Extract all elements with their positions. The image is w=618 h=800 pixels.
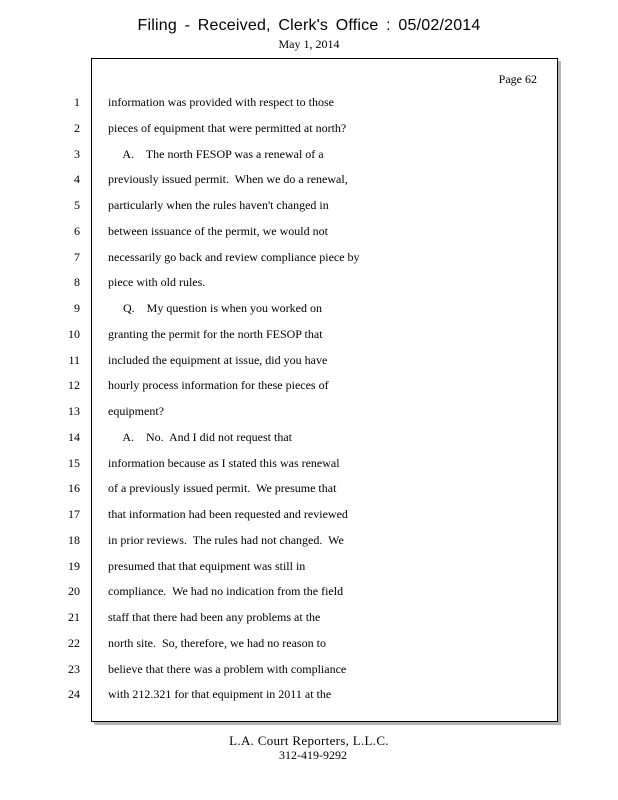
document-date: May 1, 2014 — [278, 37, 340, 51]
line-number: 15 — [68, 456, 80, 470]
transcript-line: included the equipment at issue, did you have — [108, 353, 328, 367]
transcript-line: hourly process information for these pieces of — [108, 378, 329, 392]
transcript-line: of a previously issued permit. We presume that — [108, 481, 337, 495]
transcript-line: that information had been requested and reviewed — [108, 507, 348, 521]
line-number: 23 — [68, 662, 80, 676]
line-number: 21 — [68, 610, 80, 624]
transcript-line: compliance. We had no indication from the field — [108, 584, 344, 598]
transcript-line: presumed that that equipment was still in — [108, 559, 306, 573]
transcript-line: north site. So, therefore, we had no reason to — [108, 636, 326, 650]
transcript-line: staff that there had been any problems at the — [108, 610, 321, 624]
transcript-line: in prior reviews. The rules had not changed. We — [108, 533, 344, 547]
court-reporter-name: L.A. Court Reporters, L.L.C. — [229, 733, 389, 748]
line-number: 24 — [68, 687, 80, 701]
transcript-line: Q. My question is when you worked on — [108, 301, 322, 315]
line-number: 3 — [74, 147, 80, 161]
line-number: 9 — [74, 301, 80, 315]
line-number: 8 — [74, 275, 80, 289]
transcript-line: A. No. And I did not request that — [108, 430, 292, 444]
line-number: 2 — [74, 121, 80, 135]
line-number: 1 — [74, 95, 80, 109]
line-number: 11 — [68, 353, 80, 367]
line-number: 5 — [74, 198, 80, 212]
transcript-line: necessarily go back and review compliance piece by — [108, 250, 360, 264]
line-number: 16 — [68, 481, 80, 495]
court-reporter-phone: 312-419-9292 — [279, 748, 347, 762]
transcript-line: particularly when the rules haven't changed in — [108, 198, 329, 212]
line-number: 10 — [68, 327, 80, 341]
transcript-line: granting the permit for the north FESOP that — [108, 327, 323, 341]
line-number: 12 — [68, 378, 80, 392]
line-number: 20 — [68, 584, 80, 598]
transcript-line: with 212.321 for that equipment in 2011 at the — [108, 687, 332, 701]
line-number: 14 — [68, 430, 80, 444]
transcript-line: between issuance of the permit, we would not — [108, 224, 328, 238]
transcript-line: pieces of equipment that were permitted at north? — [108, 121, 347, 135]
line-number: 13 — [68, 404, 80, 418]
transcript-line: A. The north FESOP was a renewal of a — [108, 147, 324, 161]
line-number: 6 — [74, 224, 80, 238]
transcript-line: previously issued permit. When we do a renewal, — [108, 172, 348, 186]
transcript-line: information because as I stated this was renewal — [108, 456, 340, 470]
transcript-line: believe that there was a problem with compliance — [108, 662, 347, 676]
line-number: 4 — [74, 172, 80, 186]
filing-stamp: Filing - Received, Clerk's Office : 05/02/2014 — [137, 17, 481, 34]
line-number: 7 — [74, 250, 80, 264]
line-number: 19 — [68, 559, 80, 573]
transcript-line: information was provided with respect to those — [108, 95, 334, 109]
transcript-line: equipment? — [108, 404, 164, 418]
page-number: Page 62 — [498, 72, 537, 86]
line-number: 18 — [68, 533, 80, 547]
line-number: 17 — [68, 507, 80, 521]
transcript-line: piece with old rules. — [108, 275, 206, 289]
line-number: 22 — [68, 636, 80, 650]
